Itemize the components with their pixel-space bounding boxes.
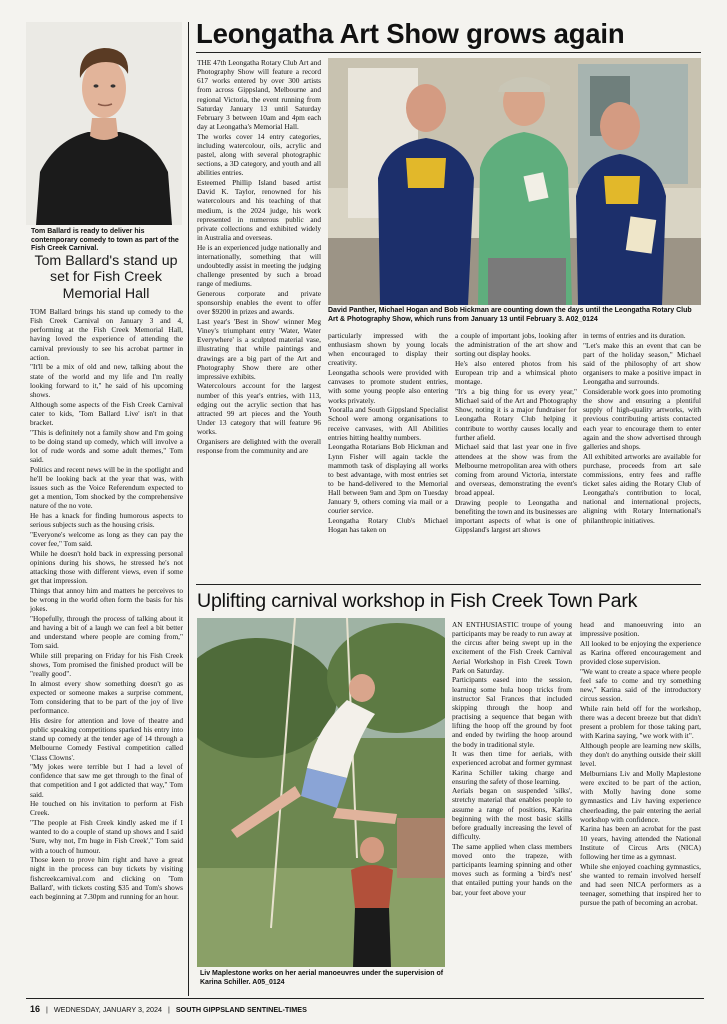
paragraph: "My jokes were terrible but I had a level of confidence that saw me get through to the final of that competition and I got addicted that way," Tom said. — [30, 762, 183, 799]
paragraph: Karina has been an acrobat for the past 10 years, having attended the National Institute of Circus Arts (NICA) following her time as a gymnast. — [580, 824, 701, 861]
paragraph: "It's a big thing for us every year," Michael said of the Art and Photography Show, noting it is a major fundraiser for Leongatha Rotary Club helping it contribute to worthy causes locally and further afield. — [455, 386, 577, 442]
paragraph: While rain held off for the workshop, there was a decent breeze but that didn't present a problem for those taking part, with Karina saying, "we work with it". — [580, 703, 701, 741]
section-divider — [196, 584, 701, 585]
paragraph: Things that annoy him and matters he perceives to be wrong in the world often form the basis for his jokes. — [30, 585, 183, 613]
paragraph: AN ENTHUSIASTIC troupe of young participants may be ready to run away at the circus after being swept up in the excitement of the Fish Creek Carnival Aerial Workshop in Fish Creek Town Park on Saturday. — [452, 620, 572, 675]
rotary-photo-caption: David Panther, Michael Hogan and Bob Hickman are counting down the days until the Leongatha Rotary Club Art & Photography Show, which runs from January 13 until February 3. A02_0124 — [328, 307, 692, 323]
paragraph: in terms of entries and its duration. — [583, 331, 686, 340]
main-story-col2 — [328, 331, 448, 581]
paragraph: Michael said that last year one in five attendees at the show was from the Melbourne metropolitan area with others coming from around Victoria, interstate and overseas, demonstrating the event's broad appeal. — [455, 442, 577, 498]
paragraph: "We want to create a space where people feel safe to come and try something new," Karina said of the introductory circus session. — [580, 666, 701, 704]
paragraph: Yooralla and South Gippsland Specialist School were among organisations to receive canvases, with All Abilities entries hitting healthy numbers. — [328, 405, 448, 442]
paragraph: Leongatha Rotarians Bob Hickman and Lynn Fisher will again tackle the mammoth task of displaying all works to best advantage, with most entries set to be hand-delivered to the Memorial Hall between 9am and 3pm on Tuesday January 9, others coming via mail or a courier service. — [328, 442, 448, 516]
paragraph: His desire for attention and love of theatre and public speaking competitions sparked his entry into stand up comedy at the tender age of 14 through a Melbourne Comedy Festival competition called 'Class Clowns'. — [30, 715, 183, 762]
main-story-col4 — [583, 331, 701, 581]
page-footer: 16 | WEDNESDAY, JANUARY 3, 2024 | SOUTH GIPPSLAND SENTINEL-TIMES — [30, 1004, 307, 1014]
publication-name: SOUTH GIPPSLAND SENTINEL-TIMES — [175, 1005, 307, 1014]
aerial-workshop-illustration — [197, 618, 445, 967]
main-headline: Leongatha Art Show grows again — [196, 18, 625, 49]
paragraph: All looked to be enjoying the experience as Karina offered encouragement and provided close supervision. — [580, 638, 701, 667]
main-story-col1 — [197, 58, 321, 580]
paragraph: While still preparing on Friday for his Fish Creek shows, Tom promised the finished product will be "really good". — [30, 650, 183, 679]
aerial-photo-caption: Liv Maplestone works on her aerial manoeuvres under the supervision of Karina Schiller. A05_0124 — [200, 970, 444, 986]
headline-rule — [196, 52, 701, 53]
paragraph: Organisers are delighted with the overall response from the community and are — [197, 436, 321, 456]
paragraph: THE 47th Leongatha Rotary Club Art and Photography Show will feature a record 617 works entered by over 300 artists from across Gippsland, Melbourne and regional Victoria, the event running from Saturday January 13 until Saturday February 3 between 10am and 4pm each day at Leongatha's Memorial Hall. — [197, 58, 321, 132]
side-story-body — [30, 307, 183, 1000]
tom-photo-caption: Tom Ballard is ready to deliver his contemporary comedy to town as part of the Fish Creek Carnival. — [31, 228, 179, 253]
paragraph: It was then time for aerials, with experienced acrobat and former gymnast Karina Schiller taking charge and ensuring the safety of those learning. — [452, 749, 572, 786]
paragraph: "This is definitely not a family show and I'm going to be doing stand up comedy, which will involve a lot of rude words and some adult themes," Tom said. — [30, 427, 183, 464]
paragraph: TOM Ballard brings his stand up comedy to the Fish Creek Carnival on January 3 and 4, performing at the Fish Creek Memorial Hall, having loved the experience of attending the carnival previously to see his acrobat partner in action. — [30, 307, 183, 362]
carnival-story-col2 — [580, 620, 701, 1000]
paragraph: While she enjoyed coaching gymnastics, she wanted to remain involved herself and had seen NICA performers as a teenager, something that inspired her to pursue the path of becoming an acrobat. — [580, 861, 701, 908]
paragraph: "It'll be a mix of old and new, talking about the state of the world and my life and I'm really looking forward to it," he said of his upcoming shows. — [30, 362, 183, 399]
paragraph: The works cover 14 entry categories, including watercolour, oils, acrylic and pastel, along with several photographic sections, a 3D category, and youth and all abilities entries. — [197, 131, 321, 178]
paragraph: The same applied when class members moved onto the trapeze, with participants learning spinning and other moves such as forming a 'bird's nest' that entailed putting your hands on the bar, your feet above your — [452, 841, 572, 897]
side-story-headline: Tom Ballard's stand up set for Fish Creek Memorial Hall — [34, 253, 178, 302]
paragraph: Watercolours account for the largest number of this year's entries, with 113, edging out the acrylic section that has attracted 99 art pieces and the Youth Under 13 category that will feature 96 works. — [197, 381, 321, 437]
paragraph: "Hopefully, through the process of talking about it and having a bit of a laugh we can feel a bit better and understand where people are coming from," Tom said. — [30, 613, 183, 651]
paragraph: He is an experienced judge nationally and internationally, something that will undoubtedly assist in meeting the judging challenge presented by such a broad range of mediums. — [197, 242, 321, 289]
carnival-story-col1 — [452, 620, 572, 1000]
carnival-headline: Uplifting carnival workshop in Fish Creek Town Park — [197, 590, 638, 612]
paragraph: Leongatha schools were provided with canvases to promote student entries, with some young people also entering works privately. — [328, 368, 448, 405]
paragraph: He has a knack for finding humorous aspects to serious subjects such as the housing crisis. — [30, 510, 183, 530]
footer-rule — [26, 998, 704, 999]
main-story-col3 — [455, 331, 577, 581]
paragraph: In almost every show something doesn't go as expected or someone makes a surprise comment, Tom considering that to be part of the joy of live performance. — [30, 678, 183, 716]
paragraph: "Everyone's welcome as long as they can pay the cover fee," Tom said. — [30, 529, 183, 548]
portrait-illustration — [26, 22, 182, 225]
column-divider — [188, 22, 189, 996]
paragraph: He's also entered photos from his European trip and a whimsical photo montage. — [455, 358, 577, 387]
paragraph: All exhibited artworks are available for purchase, proceeds from art sale commissions, entry fees and raffle ticket sales aiding the Rotary Club of Leongatha's contribution to local, national and international projects, aligning with Rotary International's philanthropic initiatives. — [583, 451, 701, 525]
tom-ballard-photo — [26, 22, 182, 225]
aerial-workshop-photo — [197, 618, 445, 967]
paragraph: particularly impressed with the enthusiasm shown by young locals when encouraged to display their creativity. — [328, 331, 448, 368]
issue-date: WEDNESDAY, JANUARY 3, 2024 — [53, 1005, 163, 1014]
paragraph: Those keen to prove him right and have a great night in the process can buy tickets by visiting fishcreekcarnival.com and clicking on 'Tom Ballard', with tickets costing $35 and Tom's shows each beginning at 7.30pm and running for an hour. — [30, 855, 183, 901]
paragraph: Although people are learning new skills, they don't do anything outside their skill level. — [580, 741, 701, 769]
paragraph: Politics and recent news will be in the spotlight and he'll be looking back at the year that was, with issues such as the Voice Referendum expected to get a mention, Tom shocked by the comprehensive nature of the no vote. — [30, 464, 183, 511]
paragraph: Considerable work goes into promoting the show and ensuring a plentiful supply of high-quality artworks, with previous contributing artists contacted each year to encourage them to enter again and the show advertised through galleries and shops. — [583, 386, 701, 451]
paragraph: Melburnians Liv and Molly Maplestone were excited to be part of the action, with Molly having done some gymnastics and Liv having experience cheerleading, the pair entering the aerial workshop with confidence. — [580, 769, 701, 824]
paragraph: Last year's 'Best in Show' winner Meg Viney's triumphant entry 'Water, Water Everywhere' is a sculpted material vase, illustrating that while paintings and drawings are a big part of the Art and Photography Show there are other impressive exhibits. — [197, 316, 321, 381]
rotary-members-illustration — [328, 58, 701, 305]
paragraph: Esteemed Phillip Island based artist David K. Taylor, renowned for his watercolours and his teaching of that medium, is the 2024 judge, his work represented in numerous public and private collections and exhibited widely in Australia and overseas. — [197, 178, 321, 242]
paragraph: Participants eased into the session, learning some hula hoop tricks from instructor Sal Frances that included skipping through the hoop and practising a sequence that began with lifting the hoop off the ground by foot and ended by twirling the hoop around the body in traditional style. — [452, 675, 572, 749]
paragraph: He touched on his invitation to perform at Fish Creek. — [30, 799, 183, 818]
paragraph: head and manoeuvring into an impressive position. — [580, 620, 701, 639]
paragraph: "The people at Fish Creek kindly asked me if I wanted to do a couple of stand up shows and I said 'Sure, why not, I'm huge in Fish Creek'," Tom said with a touch of humour. — [30, 818, 183, 855]
rotary-members-photo — [328, 58, 701, 305]
page-number: 16 — [30, 1004, 41, 1014]
paragraph: Aerials began on suspended 'silks', stretchy material that enables people to assume a range of positions, Karina beginning with the most basic skills before gradually increasing the level of difficulty. — [452, 786, 572, 842]
paragraph: a couple of important jobs, looking after the administration of the art show and sorting out display hooks. — [455, 331, 577, 359]
paragraph: Leongatha Rotary Club's Michael Hogan has taken on — [328, 516, 448, 535]
paragraph: Although some aspects of the Fish Creek Carnival cater to kids, 'Tom Ballard Live' isn't in that bracket. — [30, 399, 183, 427]
paragraph: Generous corporate and private sponsorship enables the event to offer over $9200 in prizes and awards. — [197, 288, 321, 317]
paragraph: While he doesn't hold back in expressing personal opinions during his shows, he stressed he's not attacking those with different views, even if some get that impression. — [30, 548, 183, 586]
paragraph: Drawing people to Leongatha and benefiting the town and its businesses are important aspects of what is one of Gippsland's largest art shows — [455, 497, 577, 535]
paragraph: "Let's make this an event that can be part of the holiday season," Michael said of the philosophy of art show organisers to make a positive impact in Leongatha and surrounds. — [583, 340, 701, 387]
